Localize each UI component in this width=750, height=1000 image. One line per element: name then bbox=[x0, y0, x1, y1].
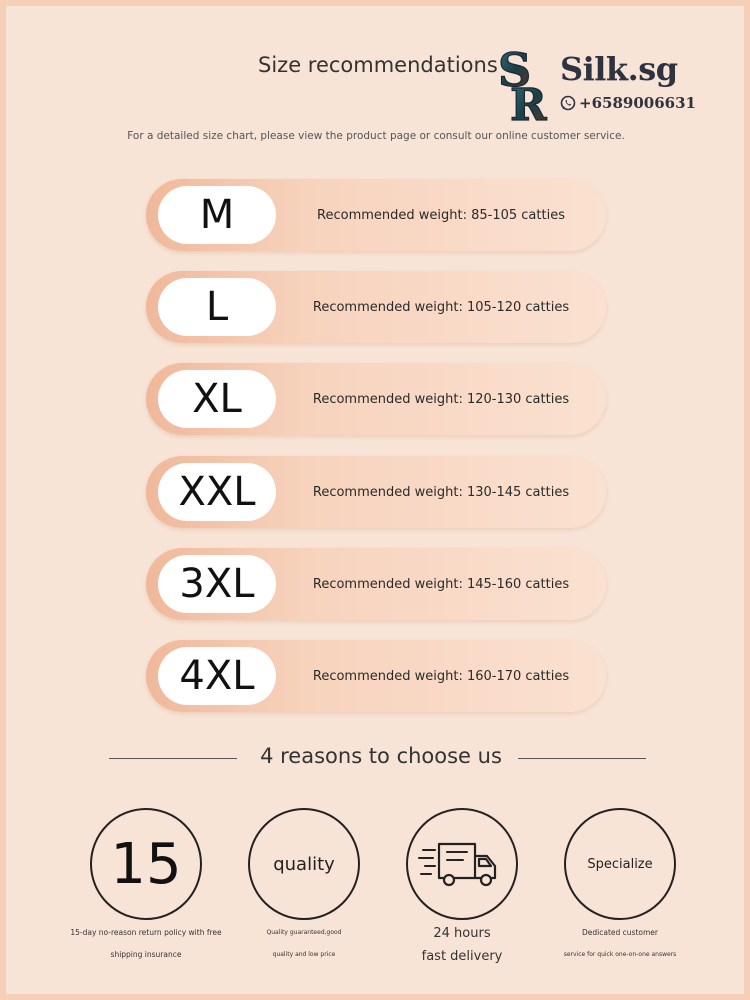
caption-line: fast delivery bbox=[421, 949, 503, 964]
reason-caption-return bbox=[70, 922, 222, 966]
brand-name: Silk.sg bbox=[560, 50, 678, 88]
size-weight-text: Recommended weight: 85-105 catties bbox=[317, 207, 565, 223]
caption-line: 15-day no-reason return policy with free bbox=[70, 928, 222, 937]
size-row-3xl bbox=[146, 548, 606, 620]
caption-line: service for quick one-on-one answers bbox=[563, 951, 677, 958]
quality-label: quality bbox=[273, 853, 335, 875]
caption-line: 24 hours bbox=[433, 926, 491, 941]
size-badge: L bbox=[158, 278, 276, 336]
size-chart-note: For a detailed size chart, please view the product page or consult our online customer service. bbox=[127, 130, 625, 142]
page bbox=[6, 6, 744, 994]
reason-circle-service bbox=[564, 808, 676, 920]
delivery-truck-icon bbox=[417, 834, 507, 894]
sr-logo-mark-icon bbox=[496, 46, 558, 122]
caption-line: Quality guaranteed,good bbox=[266, 929, 342, 936]
size-weight-text: Recommended weight: 160-170 catties bbox=[312, 668, 570, 684]
size-badge: XXL bbox=[158, 463, 276, 521]
return-days-number: 15 bbox=[110, 831, 182, 897]
size-row-4xl bbox=[146, 640, 606, 712]
size-row-l bbox=[146, 271, 606, 343]
caption-line: shipping insurance bbox=[110, 950, 182, 959]
caption-line: Dedicated customer bbox=[582, 928, 658, 937]
whatsapp-icon bbox=[560, 95, 576, 111]
reason-circle-delivery bbox=[406, 808, 518, 920]
reason-circle-return bbox=[90, 808, 202, 920]
phone-number: +6589006631 bbox=[579, 94, 696, 112]
reason-circle-quality bbox=[248, 808, 360, 920]
size-badge: 4XL bbox=[158, 647, 276, 705]
size-weight-text: Recommended weight: 120-130 catties bbox=[312, 391, 570, 407]
brand-logo bbox=[496, 46, 696, 126]
size-badge: 3XL bbox=[158, 555, 276, 613]
caption-line: quality and low price bbox=[272, 951, 336, 958]
size-weight-text: Recommended weight: 145-160 catties bbox=[312, 576, 570, 592]
brand-phone[interactable] bbox=[560, 94, 696, 112]
size-badge: XL bbox=[158, 370, 276, 428]
page-title: Size recommendations bbox=[258, 53, 498, 77]
size-row-xxl bbox=[146, 456, 606, 528]
specialize-label: Specialize bbox=[587, 856, 653, 872]
size-weight-text: Recommended weight: 130-145 catties bbox=[312, 484, 570, 500]
size-weight-text: Recommended weight: 105-120 catties bbox=[312, 299, 570, 315]
size-badge: M bbox=[158, 186, 276, 244]
divider-right bbox=[518, 758, 646, 759]
reason-caption-quality bbox=[242, 922, 366, 966]
reasons-title: 4 reasons to choose us bbox=[260, 744, 502, 768]
size-row-xl bbox=[146, 363, 606, 435]
reason-caption-delivery bbox=[396, 922, 528, 968]
size-row-m bbox=[146, 179, 606, 251]
svg-text:S: S bbox=[498, 46, 532, 97]
reason-caption-service bbox=[546, 922, 694, 966]
svg-text:R: R bbox=[510, 80, 547, 122]
